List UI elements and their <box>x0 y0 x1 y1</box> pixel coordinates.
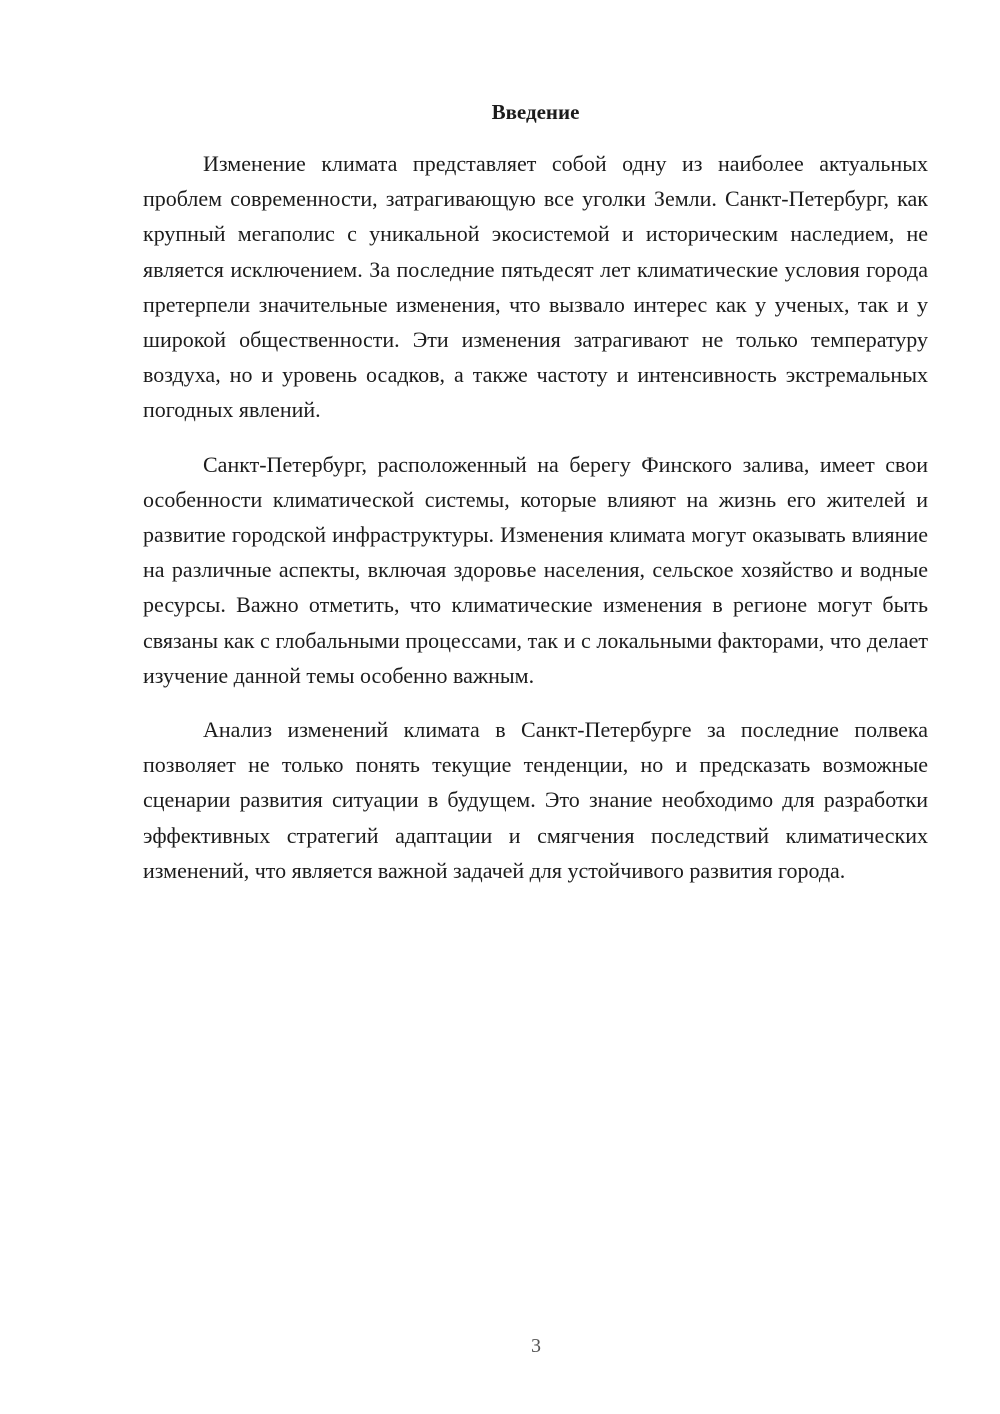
paragraph-2: Санкт-Петербург, расположенный на берегу Финского залива, имеет свои особенности климатической системы, которые влияют на жизнь его жителей и развитие городской инфраструктуры. Изменения климата могут оказывать влияние на различные аспекты, включая здоровье населения, сельское хозяйство и водные ресурсы. Важно отметить, что климатические изменения в регионе могут быть связаны как с глобальными процессами, так и с локальными факторами, что делает изучение данной темы особенно важным. <box>143 451 928 688</box>
section-title: Введение <box>491 100 580 124</box>
paragraph-3: Анализ изменений климата в Санкт-Петербурге за последние полвека позволяет не только понять текущие тенденции, но и предсказать возможные сценарии развития ситуации в будущем. Это знание необходимо для разработки эффективных стратегий адаптации и смягчения последствий климатических изменений, что является важной задачей для устойчивого развития города. <box>143 717 928 883</box>
page-number: 3 <box>531 1335 541 1357</box>
page-body <box>143 98 928 888</box>
paragraph-1: Изменение климата представляет собой одну из наиболее актуальных проблем современности, затрагивающую все уголки Земли. Санкт-Петербург, как крупный мегаполис с уникальной экосистемой и историческим наследием, не является исключением. За последние пятьдесят лет климатические условия города претерпели значительные изменения, что вызвало интерес как у ученых, так и у широкой общественности. Эти изменения затрагивают не только температуру воздуха, но и уровень осадков, а также частоту и интенсивность экстремальных погодных явлений. <box>143 151 928 423</box>
